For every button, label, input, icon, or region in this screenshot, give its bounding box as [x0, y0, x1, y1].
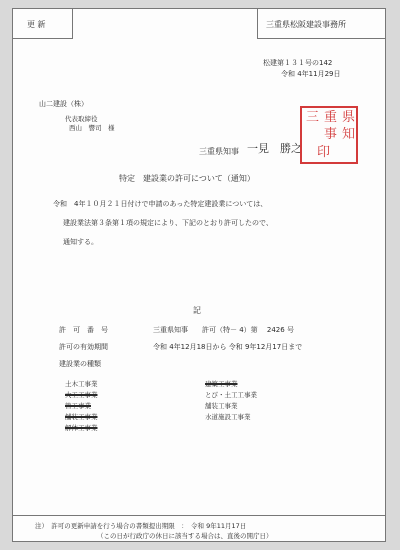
header-bar [13, 9, 385, 39]
recipient-rep-title: 代表取締役 [65, 115, 98, 123]
office-name: 三重県松阪建設事務所 [266, 20, 346, 29]
validity-label: 許可の有効期間 [59, 343, 108, 351]
trade-types-label: 建設業の種類 [59, 360, 101, 368]
list-item: とび・土工工事業 [205, 391, 257, 399]
list-item: 舗装工事業 [65, 413, 98, 421]
list-item: 水道施設工事業 [205, 413, 251, 421]
note-line-1: 注） 許可の更新申請を行う場合の書類提出期限 ： 令和 9年11月17日 [35, 522, 247, 530]
recipient-rep-name: 西山 響司 様 [69, 124, 115, 132]
ki-heading: 記 [193, 306, 201, 315]
list-item: 解体工事業 [65, 424, 98, 432]
office-box [257, 9, 385, 39]
recipient-company: 山二建設（株） [39, 100, 88, 108]
footer-divider [13, 515, 385, 516]
list-item: 大工工事業 [65, 391, 98, 399]
list-item: 管工事業 [65, 402, 91, 410]
validity-value: 令和 4年12月18日から 令和 9年12月17日まで [153, 343, 303, 351]
sender-name: 一見 勝之 [247, 142, 302, 155]
permit-notice-document [12, 8, 386, 542]
list-item: 舗装工事業 [205, 402, 238, 410]
body-line-2: 建設業法第３条第１項の規定により、下記のとおり許可したので、 [63, 219, 273, 227]
permit-number-value: 三重県知事 許可（特－ 4）第 2426 号 [153, 326, 294, 334]
subject-line: 特定 建設業の許可について（通知） [119, 174, 255, 183]
list-item: 土木工事業 [65, 380, 98, 388]
renewal-label: 更 新 [27, 20, 46, 29]
permit-number-label: 許 可 番 号 [59, 326, 108, 334]
list-item: 建築工事業 [205, 380, 238, 388]
note-line-2: （この日が行政庁の休日に該当する場合は、直後の開庁日） [97, 532, 273, 540]
governor-seal: 県 重 三 知 事 印 [300, 106, 358, 164]
body-line-3: 通知する。 [63, 238, 98, 246]
renewal-stamp-box [13, 9, 73, 39]
sender-title: 三重県知事 [199, 147, 239, 156]
document-date: 令和 4年11月29日 [281, 70, 341, 78]
document-number: 松建第１３１号の142 [263, 59, 333, 67]
body-line-1: 令和 4年１０月２１日付けで申請のあった特定建設業については、 [53, 200, 268, 208]
